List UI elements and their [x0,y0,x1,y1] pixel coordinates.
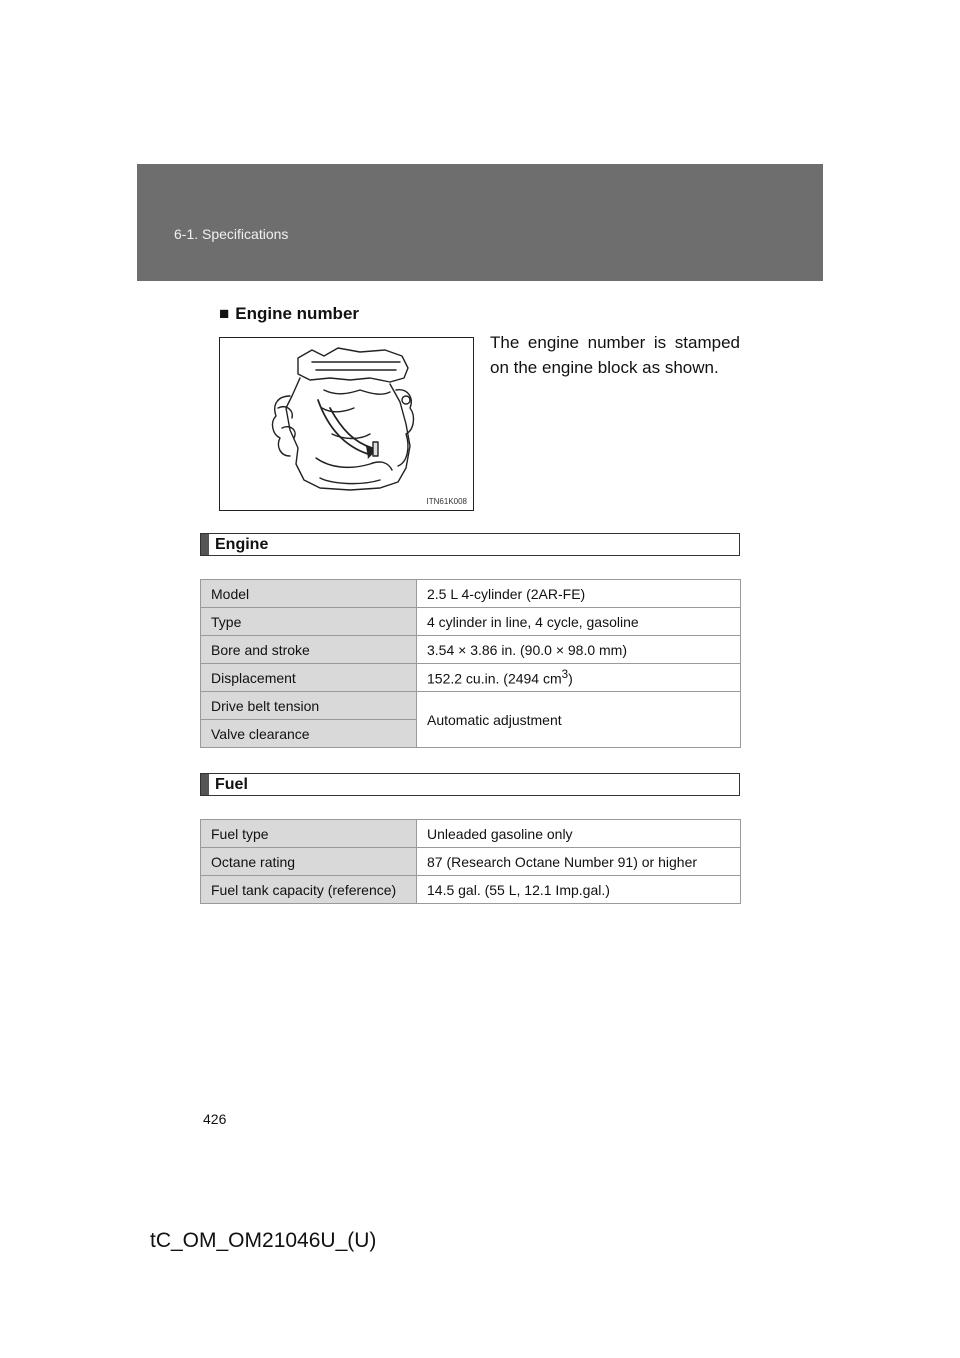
row-label: Bore and stroke [201,636,417,664]
engine-spec-table [200,579,741,748]
displacement-superscript: 3 [561,668,569,682]
displacement-value: 152.2 cu.in. (2494 cm [427,670,562,687]
engine-drawing [220,338,473,510]
row-label: Model [201,580,417,608]
row-label: Valve clearance [201,720,417,748]
fuel-section-title: Fuel [215,776,248,793]
row-value: 2.5 L 4-cylinder (2AR-FE) [417,580,741,608]
document-code: tC_OM_OM21046U_(U) [150,1229,377,1252]
page-number: 426 [203,1111,227,1127]
row-value: 3.54 × 3.86 in. (90.0 × 98.0 mm) [417,636,741,664]
row-value: 14.5 gal. (55 L, 12.1 Imp.gal.) [417,876,741,904]
row-label: Drive belt tension [201,692,417,720]
section-marker [201,774,209,795]
row-label: Displacement [201,664,417,692]
row-label: Octane rating [201,848,417,876]
row-label: Type [201,608,417,636]
engine-number-heading-text: Engine number [235,304,360,323]
table-row [201,692,741,720]
row-value: 87 (Research Octane Number 91) or higher [417,848,741,876]
table-row [201,876,741,904]
table-row [201,608,741,636]
square-bullet-icon: ■ [219,304,230,323]
section-marker [201,534,209,555]
header-band [137,164,823,281]
engine-illustration [219,337,474,511]
engine-section-title: Engine [215,536,269,553]
table-row [201,820,741,848]
engine-number-description: The engine number is stamped on the engine block as shown. [490,333,740,377]
figure-caption: ITN61K008 [426,497,467,506]
row-value: 4 cylinder in line, 4 cycle, gasoline [417,608,741,636]
table-row [201,580,741,608]
section-title: 6-1. Specifications [174,226,289,242]
displacement-suffix: ) [568,670,573,687]
table-row [201,636,741,664]
row-value: Unleaded gasoline only [417,820,741,848]
row-value: Automatic adjustment [417,692,741,748]
row-label: Fuel type [201,820,417,848]
row-label: Fuel tank capacity (reference) [201,876,417,904]
engine-section-header [200,533,740,556]
row-value [417,664,741,692]
engine-number-heading [219,304,359,324]
table-row [201,848,741,876]
fuel-section-header [200,773,740,796]
fuel-spec-table [200,819,741,904]
table-row [201,664,741,692]
